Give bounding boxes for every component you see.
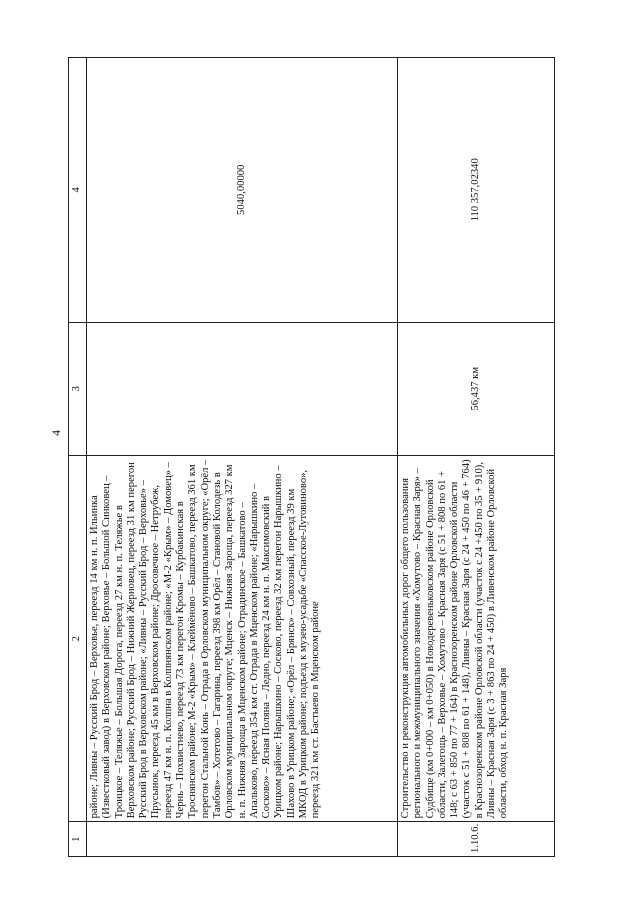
row-length bbox=[87, 322, 398, 455]
row-number: 1.10.6. bbox=[398, 822, 555, 857]
row-number bbox=[87, 822, 398, 857]
table-row bbox=[87, 58, 398, 857]
header-col-4: 4 bbox=[69, 58, 87, 323]
header-col-3: 3 bbox=[69, 322, 87, 455]
row-length: 56,437 км bbox=[398, 322, 555, 455]
header-col-2: 2 bbox=[69, 455, 87, 821]
row-amount: 110 357,02340 bbox=[398, 58, 555, 323]
page-number: 4 bbox=[49, 430, 63, 436]
header-row bbox=[69, 58, 87, 857]
rotated-table-container bbox=[68, 57, 585, 857]
row-amount: 5040,00000 bbox=[87, 58, 398, 323]
row-description: Строительство и реконструкция автомобильных дорог общего пользования регионального и межмуниципального значения «Хомутово – Красная Заря» – Судбище (км 0+000 – км 0+050) в Новодеревеньковском районе Орловской области, Залегощь – Верховье – Хомутово – Красная Заря (с 51 + 808 по 61 + 148; с 63 + 850 по 77 + 164) в Краснозоренском районе Орловской области (участок с 51 + 808 по 61 + 148), Ливны – Красная Заря (с 24 + 450 по 46 + 764) в Краснозоренском районе Орловской области (участок с 24 +450 по 35 + 910), Ливны – Красная Заря (с 3 + 863 по 24 + 450) в Ливенском районе Орловской области, обход н. п. Красная Заря bbox=[398, 455, 555, 821]
row-description: районе; Ливны – Русский Брод – Верховье, переезд 14 км н. п. Ильинка (Известковый завод) в Верховском районе; Верховье – Большой Синковец – Троицкое – Теляжье – Большая Дорога, переезд 27 км н. п. Теляжье в Верховском районе; Русский Брод – Нижний Жерновец, переезд 31 км перегон Русский Брод в Верховском районе; «Ливны – Русский Брод – Верховье» – Прусынок, переезд 45 км в Верховском районе; Дросовечное – Нетрубеж, переезд 47 км н. п. Колпна в Колпнянском районе; «М-2 «Крым» – Домовец» – Чернь – Похвистнево, переезд 73 км перегон Кромы – Курбакинская в Троснянском районе; М-2 «Крым» – Клеймёново – Башкатово, переезд 361 км перегон Стальной Конь – Отрада в Орловском муниципальном округе; «Орёл – Тамбов» – Хотетово – Гагарина, переезд 398 км Орёл – Становой Колодезь в Орловском муниципальном округе; Мценск – Нижняя Зароща, переезд 327 км н. п. Нижняя Зароща в Мценском районе; Отрадинское – Башкатово – Апальково, переезд 354 км ст. Отрада в Мценском районе; «Нарышкино – Сосково» – Ясная Поляна – Ледно, переезд 24 км н. п. Максимовский в Урицком районе; Нарышкино – Сосково, переезд 32 км перегон Нарышкино – Шахово в Урицком районе; «Орёл – Брянск» – Совхозный, переезд 39 км МКОД в Урицком районе; подъезд к музею-усадьбе «Спасское-Лутовиново», переезд 321 км ст. Бастыево в Мценском районе bbox=[87, 455, 398, 821]
header-col-1: 1 bbox=[69, 822, 87, 857]
table-row bbox=[398, 58, 555, 857]
budget-table bbox=[68, 57, 555, 857]
